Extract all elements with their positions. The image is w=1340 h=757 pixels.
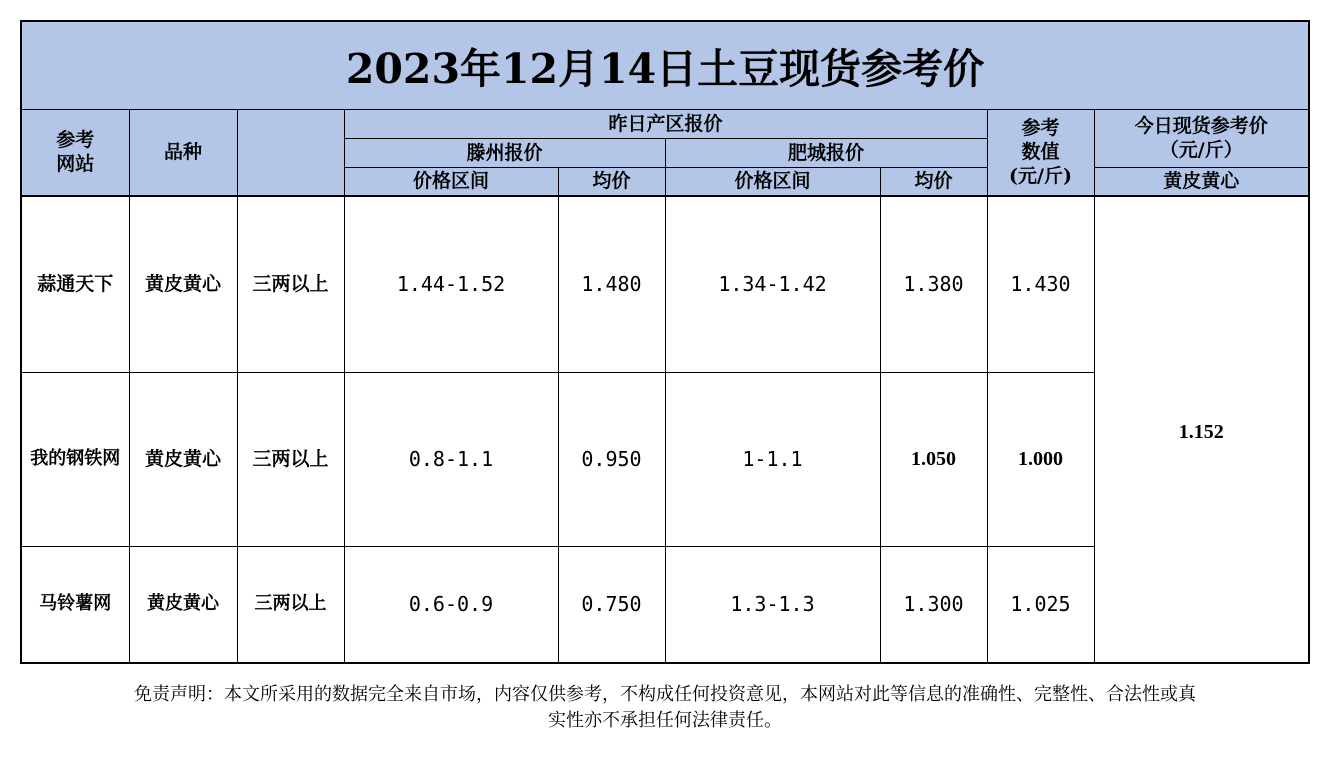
ref-site-header <box>21 109 129 196</box>
today-variety-header: 黄皮黄心 <box>1094 167 1309 196</box>
tengzhou-avg-header: 均价 <box>558 167 665 196</box>
spec-cell: 三两以上 <box>237 546 344 663</box>
feicheng-range-cell: 1.3-1.3 <box>665 546 880 663</box>
ref-value-cell: 1.430 <box>987 196 1094 372</box>
feicheng-avg-cell: 1.050 <box>880 372 987 546</box>
feicheng-avg-cell: 1.300 <box>880 546 987 663</box>
tengzhou-range-cell: 1.44-1.52 <box>344 196 558 372</box>
feicheng-avg-header: 均价 <box>880 167 987 196</box>
ref-value-cell: 1.000 <box>987 372 1094 546</box>
tengzhou-range-cell: 0.8-1.1 <box>344 372 558 546</box>
tengzhou-range-header: 价格区间 <box>344 167 558 196</box>
spec-header <box>237 109 344 196</box>
tengzhou-range-cell: 0.6-0.9 <box>344 546 558 663</box>
disclaimer-line2: 实性亦不承担任何法律责任。 <box>548 710 782 731</box>
spec-cell: 三两以上 <box>237 372 344 546</box>
variety-header: 品种 <box>129 109 237 196</box>
variety-cell: 黄皮黄心 <box>129 196 237 372</box>
ref-site-header-line1: 参考 <box>56 129 95 152</box>
site-cell: 马铃薯网 <box>21 546 129 663</box>
ref-value-header-line1: 参考 <box>1021 117 1060 140</box>
feicheng-avg-cell: 1.380 <box>880 196 987 372</box>
tengzhou-avg-cell: 0.950 <box>558 372 665 546</box>
ref-site-header-line2: 网站 <box>56 153 95 176</box>
site-cell: 我的钢铁网 <box>21 372 129 546</box>
ref-value-header-unit: (元/斤) <box>1009 165 1072 188</box>
today-price-cell: 1.152 <box>1094 196 1309 663</box>
tengzhou-quote-header: 滕州报价 <box>344 138 665 167</box>
feicheng-range-cell: 1-1.1 <box>665 372 880 546</box>
feicheng-quote-header: 肥城报价 <box>665 138 987 167</box>
feicheng-range-cell: 1.34-1.42 <box>665 196 880 372</box>
today-ref-price-unit: （元/斤） <box>1159 139 1243 161</box>
potato-price-table <box>20 20 1310 664</box>
variety-cell: 黄皮黄心 <box>129 546 237 663</box>
today-ref-price-label: 今日现货参考价 <box>1134 115 1268 137</box>
page-title: 2023年12月14日土豆现货参考价 <box>21 21 1309 109</box>
tengzhou-avg-cell: 0.750 <box>558 546 665 663</box>
ref-value-header-line2: 数值 <box>1021 141 1060 164</box>
tengzhou-avg-cell: 1.480 <box>558 196 665 372</box>
disclaimer-line1: 免责声明：本文所采用的数据完全来自市场，内容仅供参考，不构成任何投资意见，本网站对此等信息的准确性、完整性、合法性或真 <box>134 684 1196 705</box>
feicheng-range-header: 价格区间 <box>665 167 880 196</box>
variety-cell: 黄皮黄心 <box>129 372 237 546</box>
today-ref-price-header <box>1094 109 1309 167</box>
ref-value-cell: 1.025 <box>987 546 1094 663</box>
table-row <box>21 196 1309 372</box>
ref-value-header <box>987 109 1094 196</box>
yesterday-region-quote-header: 昨日产区报价 <box>344 109 987 138</box>
site-cell: 蒜通天下 <box>21 196 129 372</box>
spec-cell: 三两以上 <box>237 196 344 372</box>
disclaimer <box>20 682 1310 734</box>
